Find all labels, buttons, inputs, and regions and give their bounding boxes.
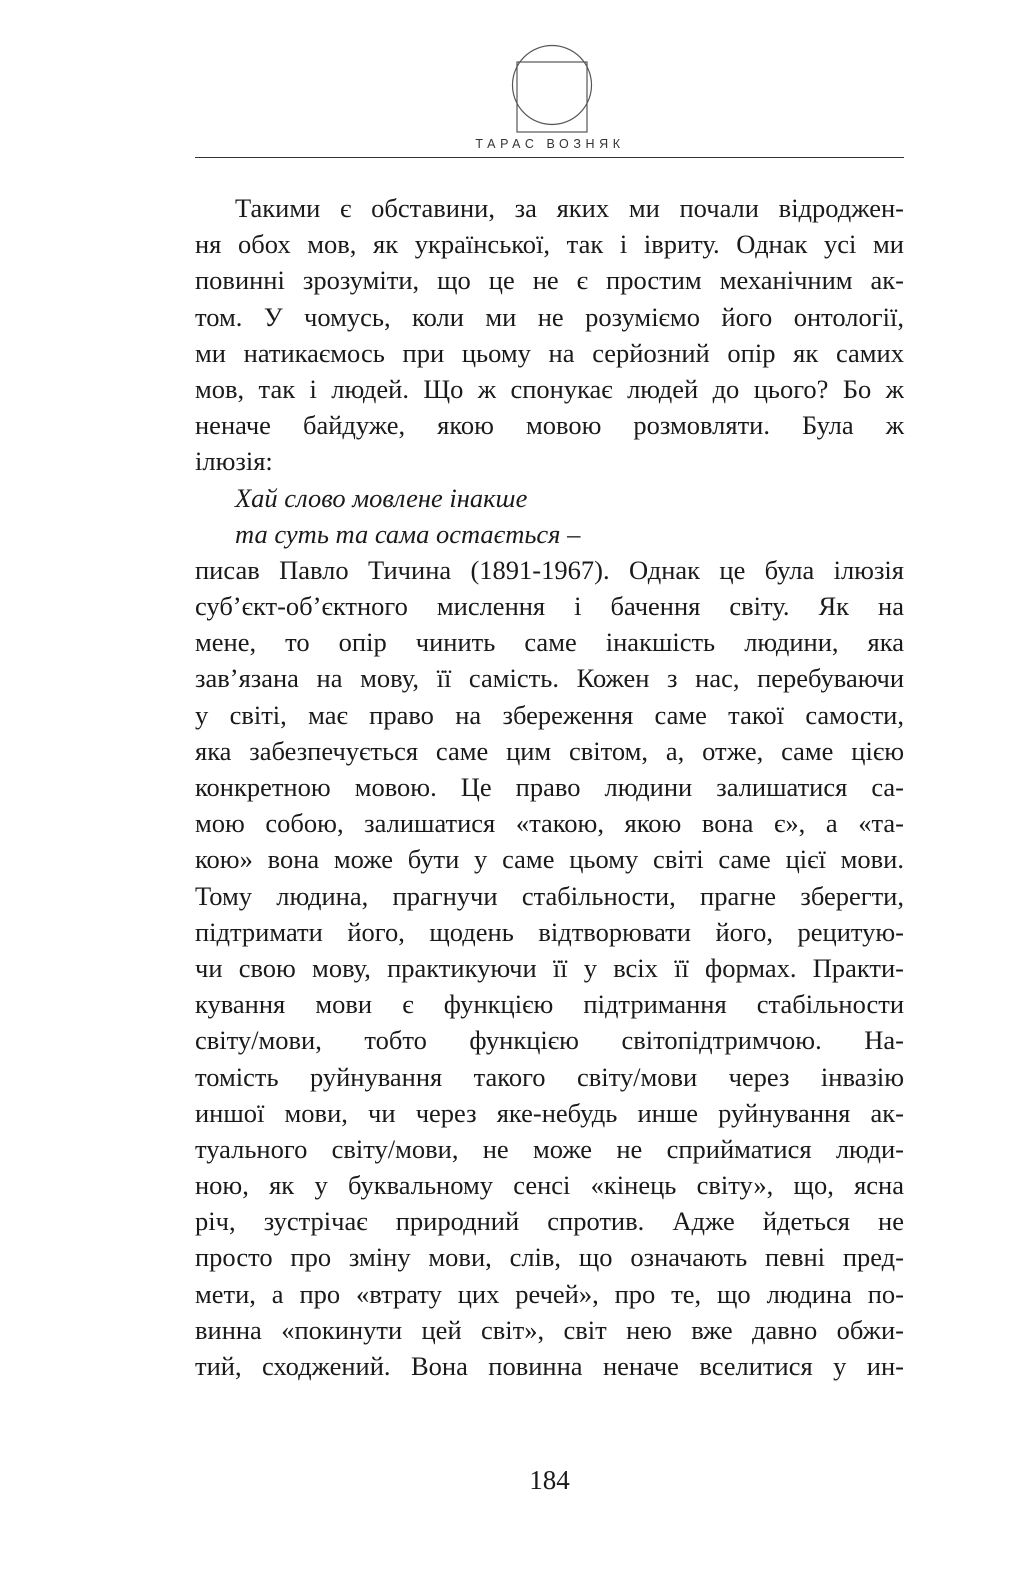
text-line: чи свою мову, практикуючи її у всіх її формах. Практи- [195,952,904,983]
header-divider [195,157,904,158]
text-line: кування мови є функцією підтримання стабільности [195,989,904,1020]
text-line: томість руйнування такого світу/мови через інвазію [195,1061,904,1092]
text-line: яка забезпечується саме цим світом, а, отже, саме цією [195,735,904,766]
text-line: винна «покинути цей світ», світ нею вже давно обжи- [195,1314,904,1345]
text-line: просто про зміну мови, слів, що означають певні пред- [195,1242,904,1273]
text-line: повинні зрозуміти, що це не є простим механічним ак- [195,265,904,296]
text-line: Такими є обставини, за яких ми почали відроджен- [235,193,904,223]
text-line: мою собою, залишатися «такою, якою вона є», а «та- [195,808,904,839]
text-line: Тому людина, прагнучи стабільности, прагне зберегти, [195,880,904,911]
poem-line: Хай слово мовлене інакше [235,482,528,513]
text-line: иншої мови, чи через яке-небудь инше руйнування ак- [195,1097,904,1128]
text-line: ною, як у буквальному сенсі «кінець світу», що, ясна [195,1170,904,1201]
running-header-author: ТАРАС ВОЗНЯК [475,137,625,151]
text-line: ілюзія: [195,446,273,477]
text-line: світу/мови, тобто функцією світопідтримчою. На- [195,1025,904,1056]
text-line: підтримати його, щодень відтворювати його, рецитую- [195,916,904,947]
text-line: кою» вона може бути у саме цьому світі саме цієї мови. [195,844,904,875]
paragraph-continuation [195,552,904,1384]
text-line: писав Павло Тичина (1891-1967). Однак це була ілюзія [195,554,904,585]
text-line: мети, а про «втрату цих речей», про те, що людина по- [195,1278,904,1309]
text-line: суб’єкт-об’єктного мислення і бачення світу. Як на [195,591,904,622]
text-line: мене, то опір чинить саме інакшість людини, яка [195,627,904,658]
poem-quote [195,480,904,552]
text-line: том. У чомусь, коли ми не розуміємо його онтології, [195,301,904,332]
paragraph [195,190,904,480]
page-number: 184 [529,1465,570,1495]
text-line: туального світу/мови, не може не сприйматися люди- [195,1133,904,1164]
text-line: у світі, має право на збереження саме такої самости, [195,699,904,730]
text-line: мов, так і людей. Що ж спонукає людей до цього? Бо ж [195,373,904,404]
text-line: неначе байдуже, якою мовою розмовляти. Була ж [195,410,904,441]
text-line: зав’язана на мову, її самість. Кожен з нас, перебуваючи [195,663,904,694]
text-line: ня обох мов, як української, так і івриту. Однак усі ми [195,229,904,260]
poem-line: та суть та сама остається – [235,518,581,549]
text-line: тий, сходжений. Вона повинна неначе вселитися у ин- [195,1351,904,1381]
text-line: ми натикаємось при цьому на серйозний опір як самих [195,337,904,368]
circle-square-logo-icon [511,44,593,134]
text-line: конкретною мовою. Це право людини залишатися са- [195,772,904,802]
text-line: річ, зустрічає природний спротив. Адже йдеться не [195,1206,904,1237]
page-body [195,190,904,1384]
